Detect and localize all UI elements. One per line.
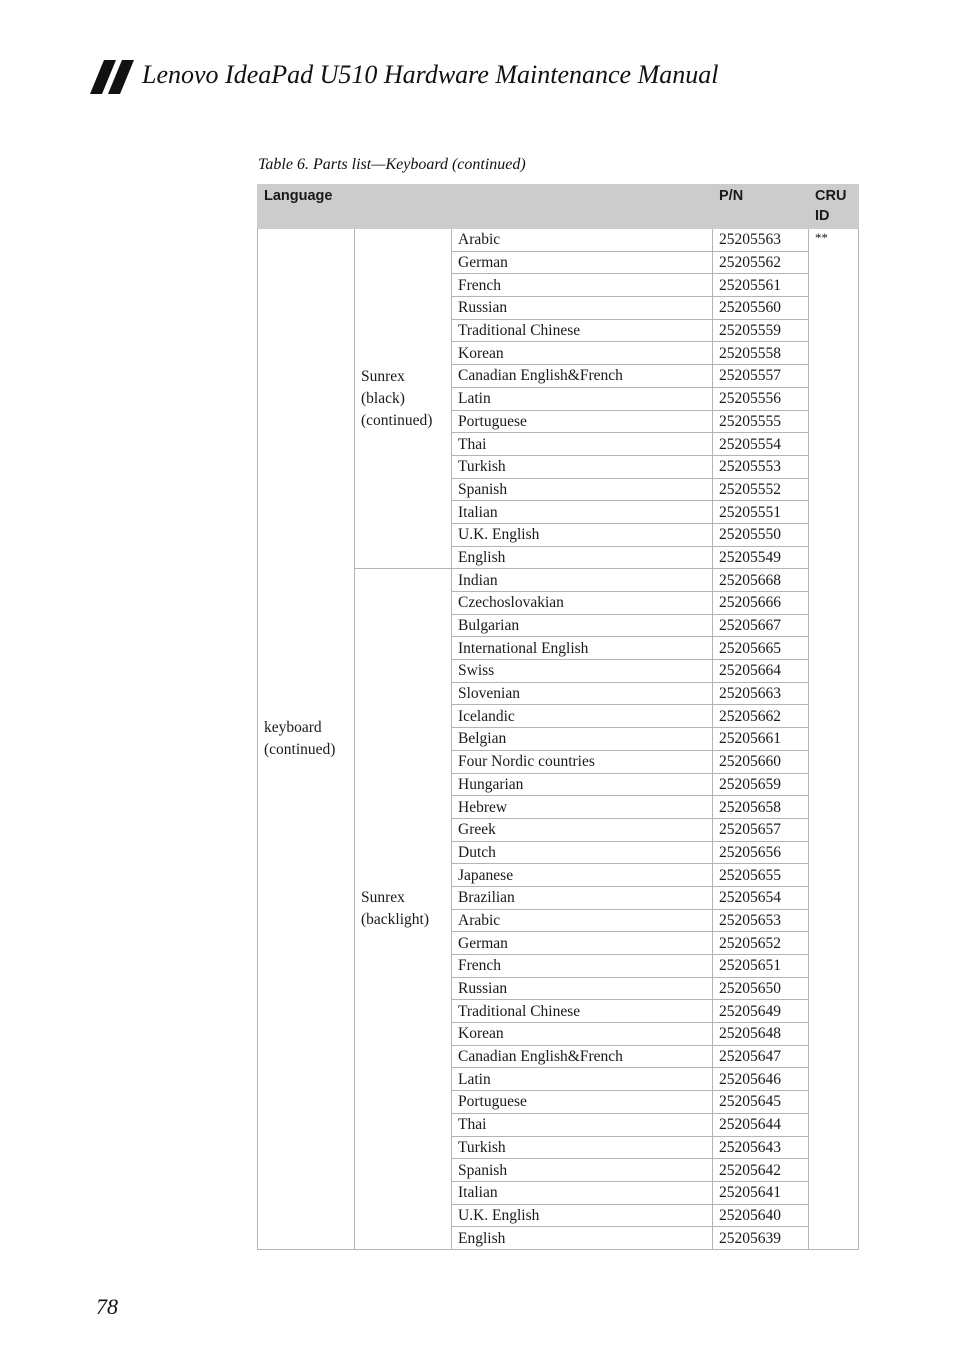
language-cell: Korean [452,1023,713,1046]
language-cell: Turkish [452,455,713,478]
language-cell: Japanese [452,864,713,887]
category-line: keyboard [264,718,322,736]
cru-id-cell: ** [809,229,859,1250]
part-number-cell: 25205657 [713,818,809,841]
part-number-cell: 25205555 [713,410,809,433]
part-number-cell: 25205648 [713,1023,809,1046]
part-number-cell: 25205550 [713,523,809,546]
part-number-cell: 25205647 [713,1045,809,1068]
part-number-cell: 25205562 [713,251,809,274]
language-cell: Turkish [452,1136,713,1159]
language-cell: Russian [452,977,713,1000]
language-cell: Arabic [452,909,713,932]
page-number: 78 [96,1294,118,1319]
manual-title: Lenovo IdeaPad U510 Hardware Maintenance Manual [142,60,719,89]
language-cell: Czechoslovakian [452,592,713,615]
language-cell: Traditional Chinese [452,1000,713,1023]
part-number-cell: 25205554 [713,433,809,456]
language-cell: German [452,251,713,274]
language-cell: Bulgarian [452,614,713,637]
vendor-cell [355,229,452,569]
part-number-cell: 25205560 [713,297,809,320]
part-number-cell: 25205557 [713,365,809,388]
language-cell: Thai [452,433,713,456]
part-number-cell: 25205558 [713,342,809,365]
language-cell: Dutch [452,841,713,864]
column-header-pn: P/N [713,185,809,229]
language-cell: Portuguese [452,410,713,433]
language-cell: Four Nordic countries [452,750,713,773]
language-cell: Russian [452,297,713,320]
category-line: (continued) [264,740,336,758]
part-number-cell: 25205664 [713,660,809,683]
part-number-cell: 25205656 [713,841,809,864]
part-number-cell: 25205654 [713,886,809,909]
part-number-cell: 25205649 [713,1000,809,1023]
table-row [258,229,859,252]
language-cell: Latin [452,1068,713,1091]
part-number-cell: 25205659 [713,773,809,796]
part-number-cell: 25205667 [713,614,809,637]
language-cell: Spanish [452,1159,713,1182]
language-cell: U.K. English [452,1204,713,1227]
part-number-cell: 25205650 [713,977,809,1000]
language-cell: Latin [452,387,713,410]
part-number-cell: 25205640 [713,1204,809,1227]
part-number-cell: 25205652 [713,932,809,955]
part-number-cell: 25205661 [713,728,809,751]
language-cell: Italian [452,1181,713,1204]
part-number-cell: 25205666 [713,592,809,615]
language-cell: German [452,932,713,955]
column-header-cru-id [809,185,859,229]
language-cell: Spanish [452,478,713,501]
part-number-cell: 25205645 [713,1091,809,1114]
part-number-cell: 25205653 [713,909,809,932]
part-number-cell: 25205556 [713,387,809,410]
language-cell: Hungarian [452,773,713,796]
part-number-cell: 25205662 [713,705,809,728]
double-slash-logo-icon [90,60,136,94]
part-number-cell: 25205551 [713,501,809,524]
part-number-cell: 25205552 [713,478,809,501]
part-number-cell: 25205643 [713,1136,809,1159]
language-cell: Brazilian [452,886,713,909]
language-cell: Arabic [452,229,713,252]
language-cell: Traditional Chinese [452,319,713,342]
part-number-cell: 25205646 [713,1068,809,1091]
vendor-line: (backlight) [361,911,430,929]
part-number-cell: 25205660 [713,750,809,773]
language-cell: English [452,1227,713,1250]
language-cell: Italian [452,501,713,524]
part-number-cell: 25205655 [713,864,809,887]
language-cell: Korean [452,342,713,365]
table-body [258,229,859,1250]
part-number-cell: 25205644 [713,1113,809,1136]
cru-header-line2: ID [815,208,830,224]
language-cell: Icelandic [452,705,713,728]
vendor-line: (continued) [361,411,433,429]
language-cell: French [452,955,713,978]
language-cell: Slovenian [452,682,713,705]
part-number-cell: 25205641 [713,1181,809,1204]
category-cell [258,229,355,1250]
language-cell: Belgian [452,728,713,751]
part-number-cell: 25205561 [713,274,809,297]
part-number-cell: 25205553 [713,455,809,478]
part-number-cell: 25205668 [713,569,809,592]
table-caption: Table 6. Parts list—Keyboard (continued) [258,156,526,173]
language-cell: English [452,546,713,569]
part-number-cell: 25205663 [713,682,809,705]
language-cell: Hebrew [452,796,713,819]
vendor-line: Sunrex [361,367,405,385]
vendor-line: (black) [361,389,405,407]
vendor-line: Sunrex [361,889,405,907]
language-cell: Indian [452,569,713,592]
language-cell: Greek [452,818,713,841]
part-number-cell: 25205642 [713,1159,809,1182]
language-cell: U.K. English [452,523,713,546]
vendor-cell [355,569,452,1250]
part-number-cell: 25205559 [713,319,809,342]
language-cell: International English [452,637,713,660]
part-number-cell: 25205563 [713,229,809,252]
table-header-row [258,185,859,229]
language-cell: Portuguese [452,1091,713,1114]
part-number-cell: 25205665 [713,637,809,660]
language-cell: Canadian English&French [452,365,713,388]
language-cell: French [452,274,713,297]
parts-table [257,184,859,1250]
cru-header-line1: CRU [815,188,847,204]
column-header-language: Language [258,185,713,229]
language-cell: Thai [452,1113,713,1136]
language-cell: Swiss [452,660,713,683]
language-cell: Canadian English&French [452,1045,713,1068]
part-number-cell: 25205639 [713,1227,809,1250]
part-number-cell: 25205549 [713,546,809,569]
part-number-cell: 25205658 [713,796,809,819]
part-number-cell: 25205651 [713,955,809,978]
